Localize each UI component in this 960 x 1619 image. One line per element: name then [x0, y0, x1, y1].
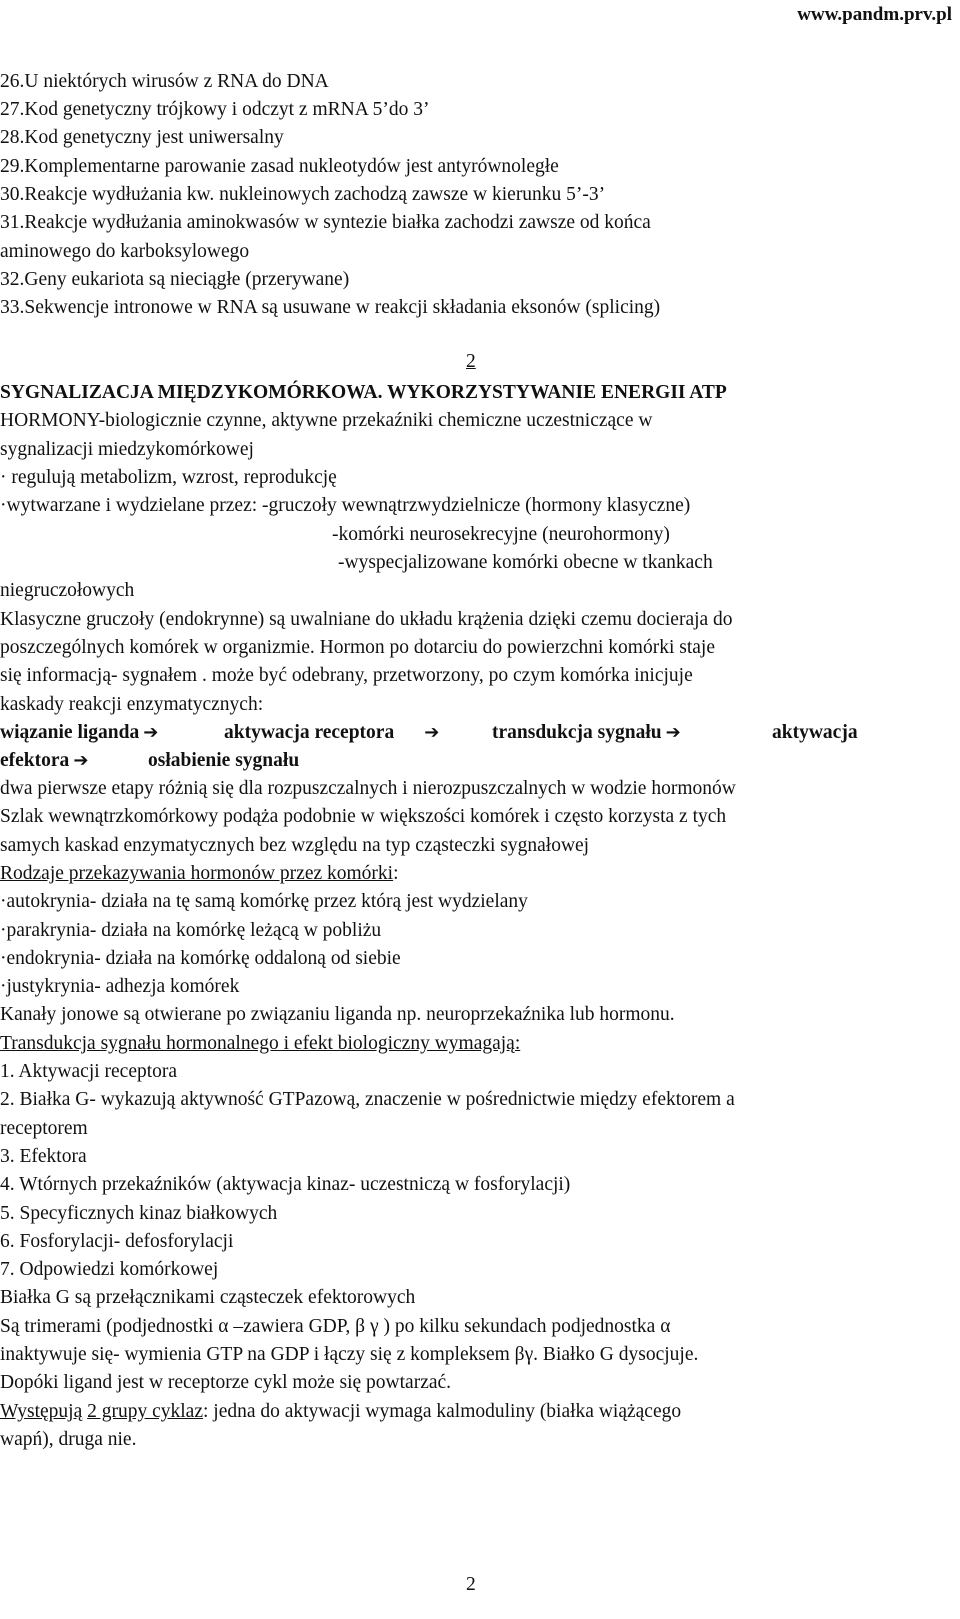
- bullet-item: ·endokrynia- działa na komórkę oddaloną od siebie: [0, 948, 401, 969]
- sub-item: -wyspecjalizowane komórki obecne w tkankach: [338, 552, 713, 573]
- paragraph-line: Kanały jonowe są otwierane po związaniu liganda np. neuroprzekaźnika lub hormonu.: [0, 1004, 675, 1025]
- list-item: 4. Wtórnych przekaźników (aktywacja kinaz- uczestniczą w fosforylacji): [0, 1174, 571, 1195]
- list-item: 32.Geny eukariota są nieciągłe (przerywane): [0, 269, 350, 290]
- list-item: 30.Reakcje wydłużania kw. nukleinowych zachodzą zawsze w kierunku 5’-3’: [0, 184, 606, 205]
- cascade-step-text: aktywacja: [772, 722, 858, 743]
- paragraph-line: Szlak wewnątrzkomórkowy podąża podobnie w większości komórek i często korzysta z tych: [0, 806, 727, 827]
- plain-text: : jedna do aktywacji wymaga kalmoduliny (białka wiążącego: [202, 1401, 682, 1422]
- paragraph-line: dwa pierwsze etapy różnią się dla rozpuszczalnych i nierozpuszczalnych w wodzie hormonów: [0, 778, 736, 799]
- list-item: 5. Specyficznych kinaz białkowych: [0, 1203, 278, 1224]
- paragraph-line: sygnalizacji miedzykomórkowej: [0, 439, 254, 460]
- arrow-right-icon: ➔: [665, 722, 681, 743]
- bullet-item: ·parakrynia- działa na komórkę leżącą w pobliżu: [0, 920, 382, 941]
- paragraph-line: się informacją- sygnałem . może być odebrany, przetworzony, po czym komórka inicjuje: [0, 665, 693, 686]
- list-item: 26.U niektórych wirusów z RNA do DNA: [0, 71, 329, 92]
- underlined-text: Występują: [0, 1401, 83, 1422]
- list-item: 3. Efektora: [0, 1146, 87, 1167]
- list-item: 6. Fosforylacji- defosforylacji: [0, 1231, 234, 1252]
- paragraph-line: kaskady reakcji enzymatycznych:: [0, 694, 264, 715]
- subheading: [0, 1033, 960, 1055]
- arrow-right-icon: ➔: [143, 722, 159, 743]
- cascade-step: [0, 722, 162, 744]
- list-item: 27.Kod genetyczny trójkowy i odczyt z mRNA 5’do 3’: [0, 99, 430, 120]
- paragraph-line: poszczególnych komórek w organizmie. Hormon po dotarciu do powierzchni komórki staje: [0, 637, 715, 658]
- paragraph-line: HORMONY-biologicznie czynne, aktywne przekaźniki chemiczne uczestniczące w: [0, 410, 653, 431]
- paragraph-line: wapń), druga nie.: [0, 1429, 137, 1450]
- page-number: 2: [466, 351, 476, 372]
- arrow-right-icon: ➔: [424, 722, 440, 743]
- list-item: 2. Białka G- wykazują aktywność GTPazową, znaczenie w pośrednictwie między efektorem a: [0, 1089, 735, 1110]
- list-item: 33.Sekwencje intronowe w RNA są usuwane w reakcji składania eksonów (splicing): [0, 297, 661, 318]
- paragraph-line: Dopóki ligand jest w receptorze cykl może się powtarzać.: [0, 1372, 452, 1393]
- subheading-text: Rodzaje przekazywania hormonów przez komórki: [0, 863, 394, 884]
- cascade-step: [0, 750, 92, 772]
- bullet-item: ·justykrynia- adhezja komórek: [0, 976, 240, 997]
- paragraph-line: inaktywuje się- wymienia GTP na GDP i łączy się z kompleksem βγ. Białko G dysocjuje.: [0, 1344, 699, 1365]
- cascade-step-text: aktywacja receptora: [224, 722, 395, 743]
- paragraph-line: samych kaskad enzymatycznych bez względu na typ cząsteczki sygnałowej: [0, 835, 590, 856]
- bullet-item: · regulują metabolizm, wzrost, reprodukcję: [0, 467, 337, 488]
- list-item: aminowego do karboksylowego: [0, 241, 250, 262]
- list-item: 28.Kod genetyczny jest uniwersalny: [0, 127, 284, 148]
- list-item: 31.Reakcje wydłużania aminokwasów w syntezie białka zachodzi zawsze od końca: [0, 212, 651, 233]
- header-url: www.pandm.prv.pl: [797, 4, 952, 25]
- list-item: 29.Komplementarne parowanie zasad nukleotydów jest antyrównoległe: [0, 156, 559, 177]
- paragraph-line: Białka G są przełącznikami cząsteczek efektorowych: [0, 1287, 416, 1308]
- page-number-footer: 2: [466, 1574, 476, 1595]
- paragraph-line: Są trimerami (podjednostki α –zawiera GDP, β γ ) po kilku sekundach podjednostka α: [0, 1316, 671, 1337]
- bullet-item: ·autokrynia- działa na tę samą komórkę przez którą jest wydzielany: [0, 891, 528, 912]
- cascade-step: [492, 722, 685, 744]
- subheading: [0, 863, 960, 885]
- underlined-text: 2 grupy cyklaz: [87, 1401, 203, 1422]
- list-item: receptorem: [0, 1118, 88, 1139]
- colon: :: [393, 863, 399, 884]
- cascade-step-text: wiązanie liganda: [0, 722, 140, 743]
- paragraph-line: [0, 1401, 960, 1423]
- subheading-text: Transdukcja sygnału hormonalnego i efekt biologiczny wymagają:: [0, 1033, 521, 1054]
- list-item: 1. Aktywacji receptora: [0, 1061, 178, 1082]
- cascade-step: [224, 722, 443, 744]
- section-heading: SYGNALIZACJA MIĘDZYKOMÓRKOWA. WYKORZYSTYWANIE ENERGII ATP: [0, 382, 727, 403]
- paragraph-line: niegruczołowych: [0, 580, 135, 601]
- cascade-step-text: osłabienie sygnału: [148, 750, 300, 771]
- cascade-step-text: transdukcja sygnału: [492, 722, 662, 743]
- bullet-item: ·wytwarzane i wydzielane przez: -gruczoły wewnątrzwydzielnicze (hormony klasyczne): [0, 495, 691, 516]
- cascade-step-text: efektora: [0, 750, 70, 771]
- list-item: 7. Odpowiedzi komórkowej: [0, 1259, 219, 1280]
- arrow-right-icon: ➔: [73, 750, 89, 771]
- sub-item: -komórki neurosekrecyjne (neurohormony): [332, 524, 670, 545]
- paragraph-line: Klasyczne gruczoły (endokrynne) są uwalniane do układu krążenia dzięki czemu docieraja do: [0, 609, 733, 630]
